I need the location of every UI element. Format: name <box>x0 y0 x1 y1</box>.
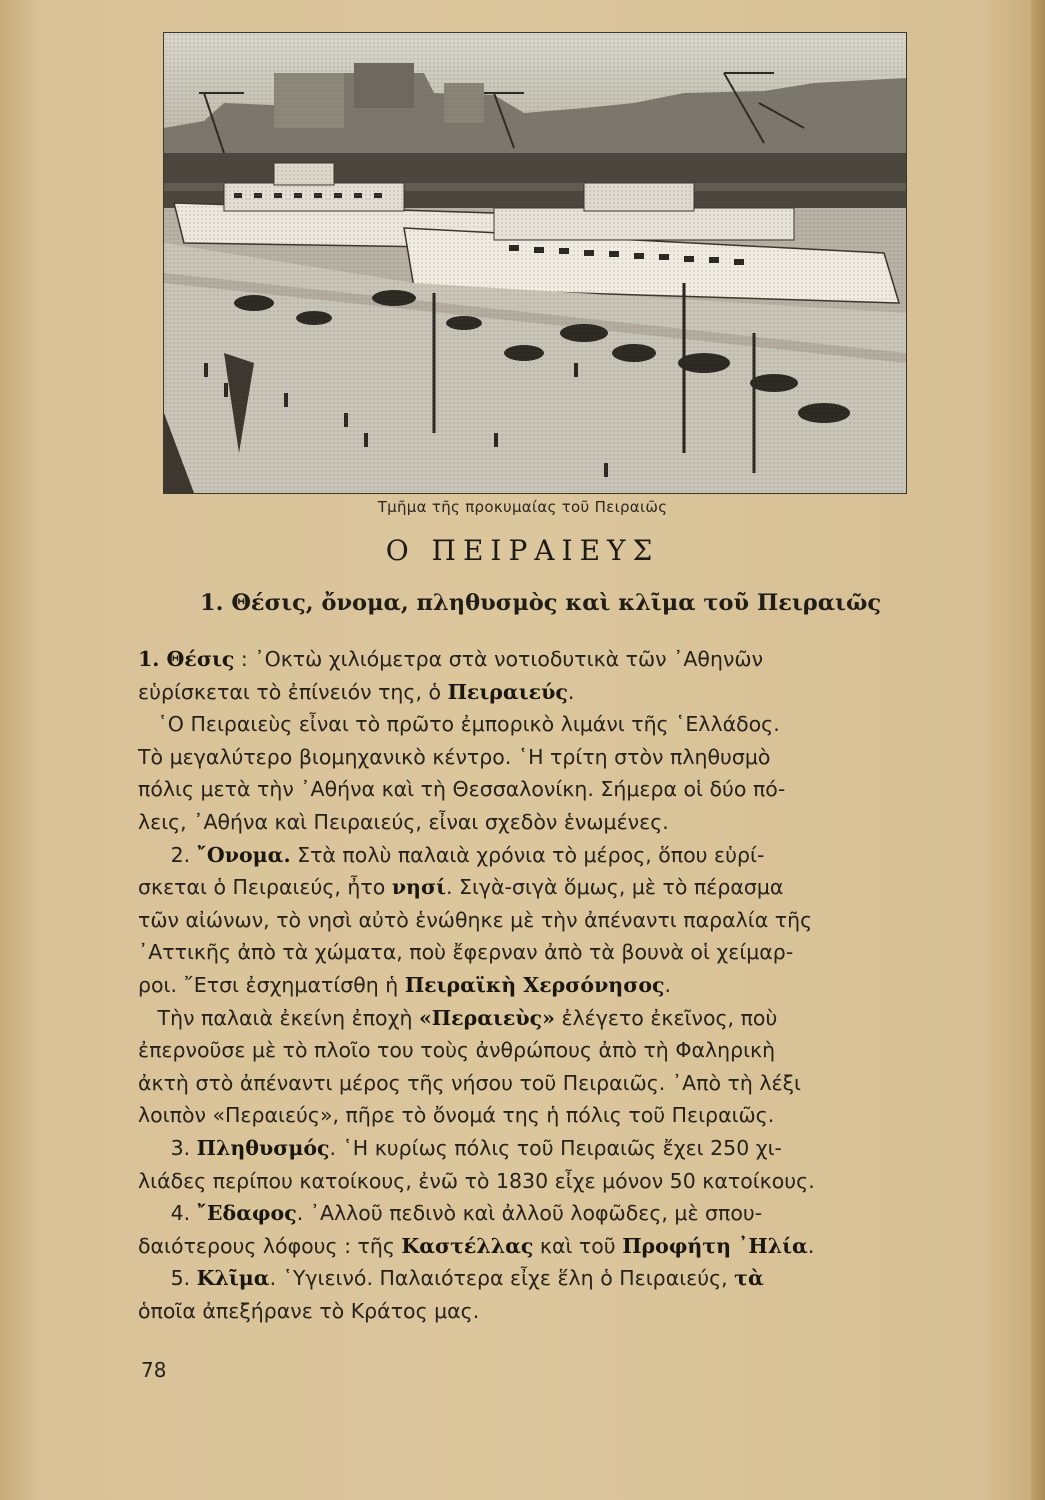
text-run: πόλις μετὰ τὴν ᾿Αθήνα καὶ τὴ Θεσσαλονίκη. Σήμερα οἱ δύο πό- <box>138 777 786 802</box>
text-run: ᾿Αττικῆς ἀπὸ τὰ χώματα, ποὺ ἔφερναν ἀπὸ τὰ βουνὰ οἱ χείμαρ- <box>138 940 794 965</box>
text-run: . ᾿Αλλοῦ πεδινὸ καὶ ἀλλοῦ λοφῶδες, μὲ σπου- <box>296 1201 763 1226</box>
text-line <box>138 1132 908 1165</box>
text-run: : ᾿Οκτὼ χιλιόμετρα στὰ νοτιοδυτικὰ τῶν ᾿Αθηνῶν <box>234 647 764 671</box>
bold-term: τὰ <box>734 1266 764 1291</box>
text-run: τῶν αἰώνων, τὸ νησὶ αὐτὸ ἑνώθηκε μὲ τὴν ἀπέναντι παραλία τῆς <box>138 907 813 932</box>
text-line <box>138 904 908 937</box>
text-run: εὑρίσκεται τὸ ἐπίνειόν της, ὁ <box>138 679 448 704</box>
bold-term: Πληθυσμός <box>196 1135 330 1160</box>
bold-term: Καστέλλας <box>401 1233 534 1258</box>
text-line <box>138 1034 908 1067</box>
body-text <box>138 643 908 1327</box>
text-line <box>138 969 908 1002</box>
text-line <box>138 1197 908 1230</box>
photo-caption: Τμῆμα τῆς προκυμαίας τοῦ Πειραιῶς <box>377 498 668 516</box>
text-line <box>138 1165 908 1198</box>
text-run: ὁποῖα ἀπεξήρανε τὸ Κράτος μας. <box>138 1298 480 1323</box>
harbour-photo <box>163 32 907 494</box>
text-run: . ῾Η κυρίως πόλις τοῦ Πειραιῶς ἔχει 250 χι- <box>329 1135 782 1160</box>
text-line <box>138 1067 908 1100</box>
text-run: Τὸ μεγαλύτερο βιομηχανικὸ κέντρο. ῾Η τρίτη στὸν πληθυσμὸ <box>138 744 771 769</box>
bold-term: νησί <box>391 875 446 900</box>
text-run: . <box>807 1233 815 1258</box>
bold-term: 1. Θέσις <box>138 647 235 671</box>
text-run: ἐλέγετο ἐκεῖνος, ποὺ <box>554 1005 778 1030</box>
text-run: δαιότερους λόφους : τῆς <box>138 1233 402 1258</box>
text-line <box>138 839 908 872</box>
bold-term: Πειραιεύς <box>447 679 568 704</box>
text-run: ῾Ο Πειραιεὺς εἶναι τὸ πρῶτο ἐμπορικὸ λιμάνι τῆς ῾Ελλάδος. <box>138 712 780 737</box>
page-edge <box>1031 0 1045 1500</box>
bold-term: Πειραϊκὴ Χερσόνησος <box>404 972 665 997</box>
text-line <box>138 871 908 904</box>
text-run: . Σιγὰ-σιγὰ ὅμως, μὲ τὸ πέρασμα <box>446 875 784 900</box>
text-line <box>138 1002 908 1035</box>
text-run: 3. <box>138 1135 197 1160</box>
text-line <box>138 936 908 969</box>
text-line <box>138 806 908 839</box>
text-run: 2. <box>138 842 197 867</box>
text-run: ἐπερνοῦσε μὲ τὸ πλοῖο του τοὺς ἀνθρώπους ἀπὸ τὴ Φαληρικὴ <box>138 1038 776 1063</box>
bold-term: ῎Εδαφος <box>196 1201 297 1226</box>
bold-term: «Περαιεὺς» <box>418 1005 555 1030</box>
text-run: σκεται ὁ Πειραιεύς, ἦτο <box>138 875 392 900</box>
text-line <box>138 741 908 774</box>
text-run: ἀκτὴ στὸ ἀπέναντι μέρος τῆς νήσου τοῦ Πειραιῶς. ᾿Απὸ τὴ λέξι <box>138 1070 801 1095</box>
text-run: . ῾Υγιεινό. Παλαιότερα εἶχε ἕλη ὁ Πειραιεύς, <box>269 1266 735 1291</box>
bold-term: Κλῖμα <box>196 1266 270 1291</box>
text-run: 4. <box>138 1201 197 1226</box>
text-line <box>138 1099 908 1132</box>
text-run: Τὴν παλαιὰ ἐκείνη ἐποχὴ <box>138 1005 419 1030</box>
text-run: λοιπὸν «Περαιεύς», πῆρε τὸ ὄνομά της ἡ πόλις τοῦ Πειραιῶς. <box>138 1103 775 1128</box>
text-line <box>138 643 908 676</box>
text-run: λιάδες περίπου κατοίκους, ἐνῶ τὸ 1830 εἶχε μόνον 50 κατοίκους. <box>138 1168 815 1193</box>
bold-term: ῎Ονομα. <box>196 842 291 867</box>
text-run: . <box>664 972 672 997</box>
text-line <box>138 1262 908 1295</box>
page-number: 78 <box>141 1358 167 1382</box>
text-run: Στὰ πολὺ παλαιὰ χρόνια τὸ μέρος, ὅπου εὑρί- <box>290 842 765 867</box>
text-line <box>138 1295 908 1328</box>
bold-term: Προφήτη ᾿Ηλία <box>622 1233 808 1258</box>
text-line <box>138 1230 908 1263</box>
page-title: Ο ΠΕΙΡΑΙΕΥΣ <box>385 534 660 567</box>
text-line <box>138 708 908 741</box>
text-run: ροι. ῎Ετσι ἐσχηματίσθη ἡ <box>138 972 405 997</box>
text-line <box>138 773 908 806</box>
text-line <box>138 676 908 709</box>
text-run: καὶ τοῦ <box>533 1233 623 1258</box>
section-heading: 1. Θέσις, ὄνομα, πληθυσμὸς καὶ κλῖμα τοῦ Πειραιῶς <box>200 590 882 616</box>
text-run: . <box>567 679 575 704</box>
text-run: 5. <box>138 1266 197 1291</box>
text-run: λεις, ᾿Αθήνα καὶ Πειραιεύς, εἶναι σχεδὸν ἑνωμένες. <box>138 809 669 834</box>
